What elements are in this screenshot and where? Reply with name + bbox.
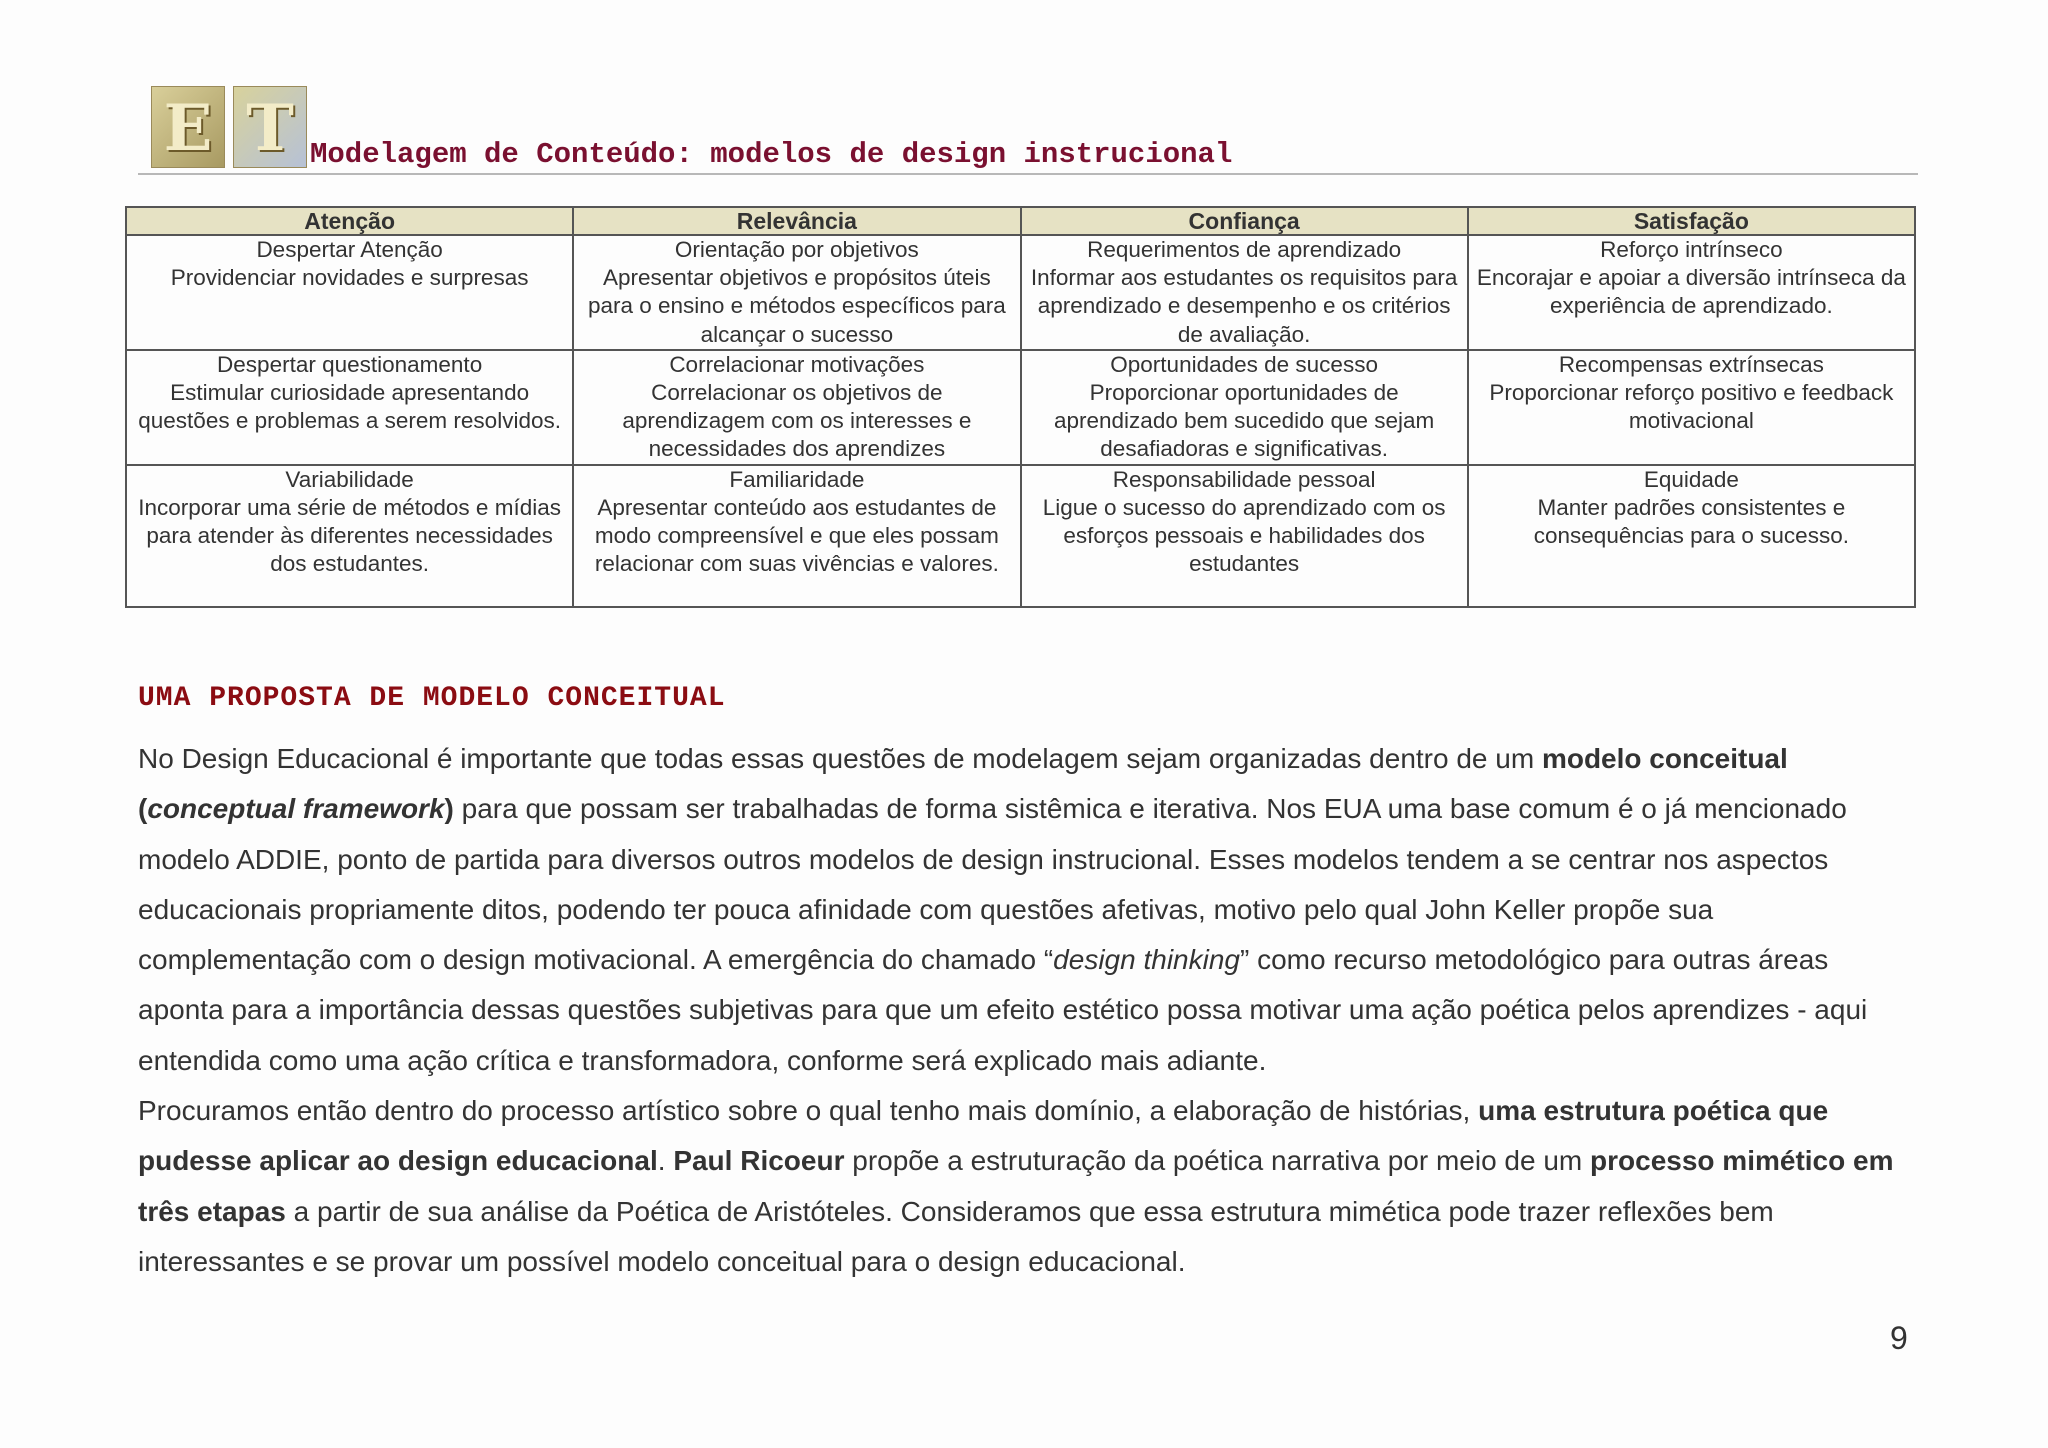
table-cell: [1021, 235, 1468, 350]
logo-letter-e: E: [163, 91, 213, 166]
bold-italic-run: conceptual framework: [147, 793, 445, 825]
text-run: propõe a estruturação da poética narrativa por meio de um: [844, 1145, 1591, 1177]
table-cell: [573, 350, 1020, 465]
page-number: 9: [1890, 1320, 1908, 1356]
logo-tile-t: [233, 86, 307, 168]
cell-title: Familiaridade: [729, 466, 865, 492]
cell-title: Despertar Atenção: [256, 237, 443, 262]
cell-title: Oportunidades de sucesso: [1110, 351, 1378, 377]
table-cell: [1468, 350, 1915, 465]
table-cell: [1468, 235, 1915, 350]
table-row: [126, 350, 1915, 465]
cell-title: Despertar questionamento: [217, 351, 483, 377]
bold-run: ): [444, 793, 454, 825]
header-divider: [138, 173, 1918, 175]
section-heading: UMA PROPOSTA DE MODELO CONCEITUAL: [138, 683, 726, 714]
cell-title: Responsabilidade pessoal: [1112, 466, 1376, 492]
cell-body: Encorajar e apoiar a diversão intrínseca da experiência de aprendizado.: [1476, 265, 1906, 319]
paragraph-2: [138, 1086, 1918, 1287]
cell-title: Variabilidade: [285, 466, 414, 492]
text-run: para que possam ser trabalhadas de forma sistêmica e iterativa. Nos EUA uma base comum é o já mencionado modelo ADDIE, ponto de partida para diversos outros modelos de design instrucional. Esses modelos tendem a se centrar nos aspectos educacionais propriamente ditos, podendo ter pouca afinidade com questões afetivas, motivo pelo qual John Keller propõe sua complementação com o design motivacional. A emergência do chamado “: [138, 793, 1847, 976]
text-run: No Design Educacional é importante que todas essas questões de modelagem sejam organizadas dentro de um: [138, 743, 1542, 774]
table-row: [126, 465, 1915, 607]
cell-body: Incorporar uma série de métodos e mídias para atender às diferentes necessidades dos estudantes.: [138, 494, 561, 577]
table-cell: [1021, 350, 1468, 465]
table-cell: [1021, 465, 1468, 607]
table-cell: [126, 465, 573, 607]
cell-title: Orientação por objetivos: [674, 237, 919, 262]
table-header-row: [126, 207, 1915, 235]
cell-body: Providenciar novidades e surpresas: [170, 265, 529, 291]
table-row: [126, 235, 1915, 350]
cell-title: Equidade: [1643, 466, 1739, 492]
cell-body: Informar aos estudantes os requisitos para aprendizado e desempenho e os critérios de avaliação.: [1030, 265, 1458, 347]
cell-title: Recompensas extrínsecas: [1558, 351, 1824, 377]
bold-run: Paul Ricoeur: [673, 1145, 845, 1177]
paragraph-1: [138, 734, 1918, 1086]
bold-run: modelo conceitual (: [138, 743, 1788, 825]
cell-title: Correlacionar motivações: [669, 351, 925, 377]
cell-title: Requerimentos de aprendizado: [1087, 237, 1402, 262]
cell-body: Proporcionar reforço positivo e feedback motivacional: [1489, 380, 1894, 434]
table-cell: [126, 350, 573, 465]
text-run: ” como recurso metodológico para outras áreas aponta para a importância dessas questões subjetivas para que um efeito estético possa motivar uma ação poética pelos aprendizes - aqui entendida como uma ação crítica e transformadora, conforme será explicado mais adiante.: [138, 944, 1868, 1076]
column-header-atencao: Atenção: [126, 207, 573, 235]
logo-tile-e: [151, 86, 225, 168]
cell-body: Apresentar conteúdo aos estudantes de modo compreensível e que eles possam relacionar com suas vivências e valores.: [594, 494, 999, 577]
text-run: a partir de sua análise da Poética de Aristóteles. Consideramos que essa estrutura mimética pode trazer reflexões bem interessantes e se provar um possível modelo conceitual para o design educacional.: [138, 1195, 1774, 1277]
text-run: .: [657, 1145, 674, 1177]
column-header-confianca: Confiança: [1021, 207, 1468, 235]
cell-body: Ligue o sucesso do aprendizado com os esforços pessoais e habilidades dos estudantes: [1042, 494, 1446, 577]
bold-run: processo mimético em três etapas: [138, 1145, 1894, 1227]
logo-letter-t: T: [246, 91, 294, 166]
italic-run: design thinking: [1053, 944, 1240, 976]
cell-body: Apresentar objetivos e propósitos úteis para o ensino e métodos específicos para alcançar o sucesso: [587, 265, 1006, 347]
body-text: [138, 734, 1918, 1287]
table-cell: [126, 235, 573, 350]
column-header-satisfacao: Satisfação: [1468, 207, 1915, 235]
arcs-model-table: [125, 206, 1916, 608]
table-cell: [1468, 465, 1915, 607]
bold-run: uma estrutura poética que pudesse aplicar ao design educacional: [138, 1095, 1829, 1177]
text-run: Procuramos então dentro do processo artístico sobre o qual tenho mais domínio, a elaboração de histórias,: [138, 1095, 1479, 1127]
cell-body: Proporcionar oportunidades de aprendizado bem sucedido que sejam desafiadoras e significativas.: [1054, 380, 1435, 462]
cell-title: Reforço intrínseco: [1600, 237, 1783, 262]
logo: [151, 86, 307, 166]
table-cell: [573, 465, 1020, 607]
page-header-title: Modelagem de Conteúdo: modelos de design instrucional: [310, 138, 1233, 171]
cell-body: Manter padrões consistentes e consequências para o sucesso.: [1533, 494, 1849, 549]
cell-body: Estimular curiosidade apresentando questões e problemas a serem resolvidos.: [138, 380, 561, 434]
column-header-relevancia: Relevância: [573, 207, 1020, 235]
table-cell: [573, 235, 1020, 350]
cell-body: Correlacionar os objetivos de aprendizagem com os interesses e necessidades dos aprendizes: [622, 380, 972, 462]
